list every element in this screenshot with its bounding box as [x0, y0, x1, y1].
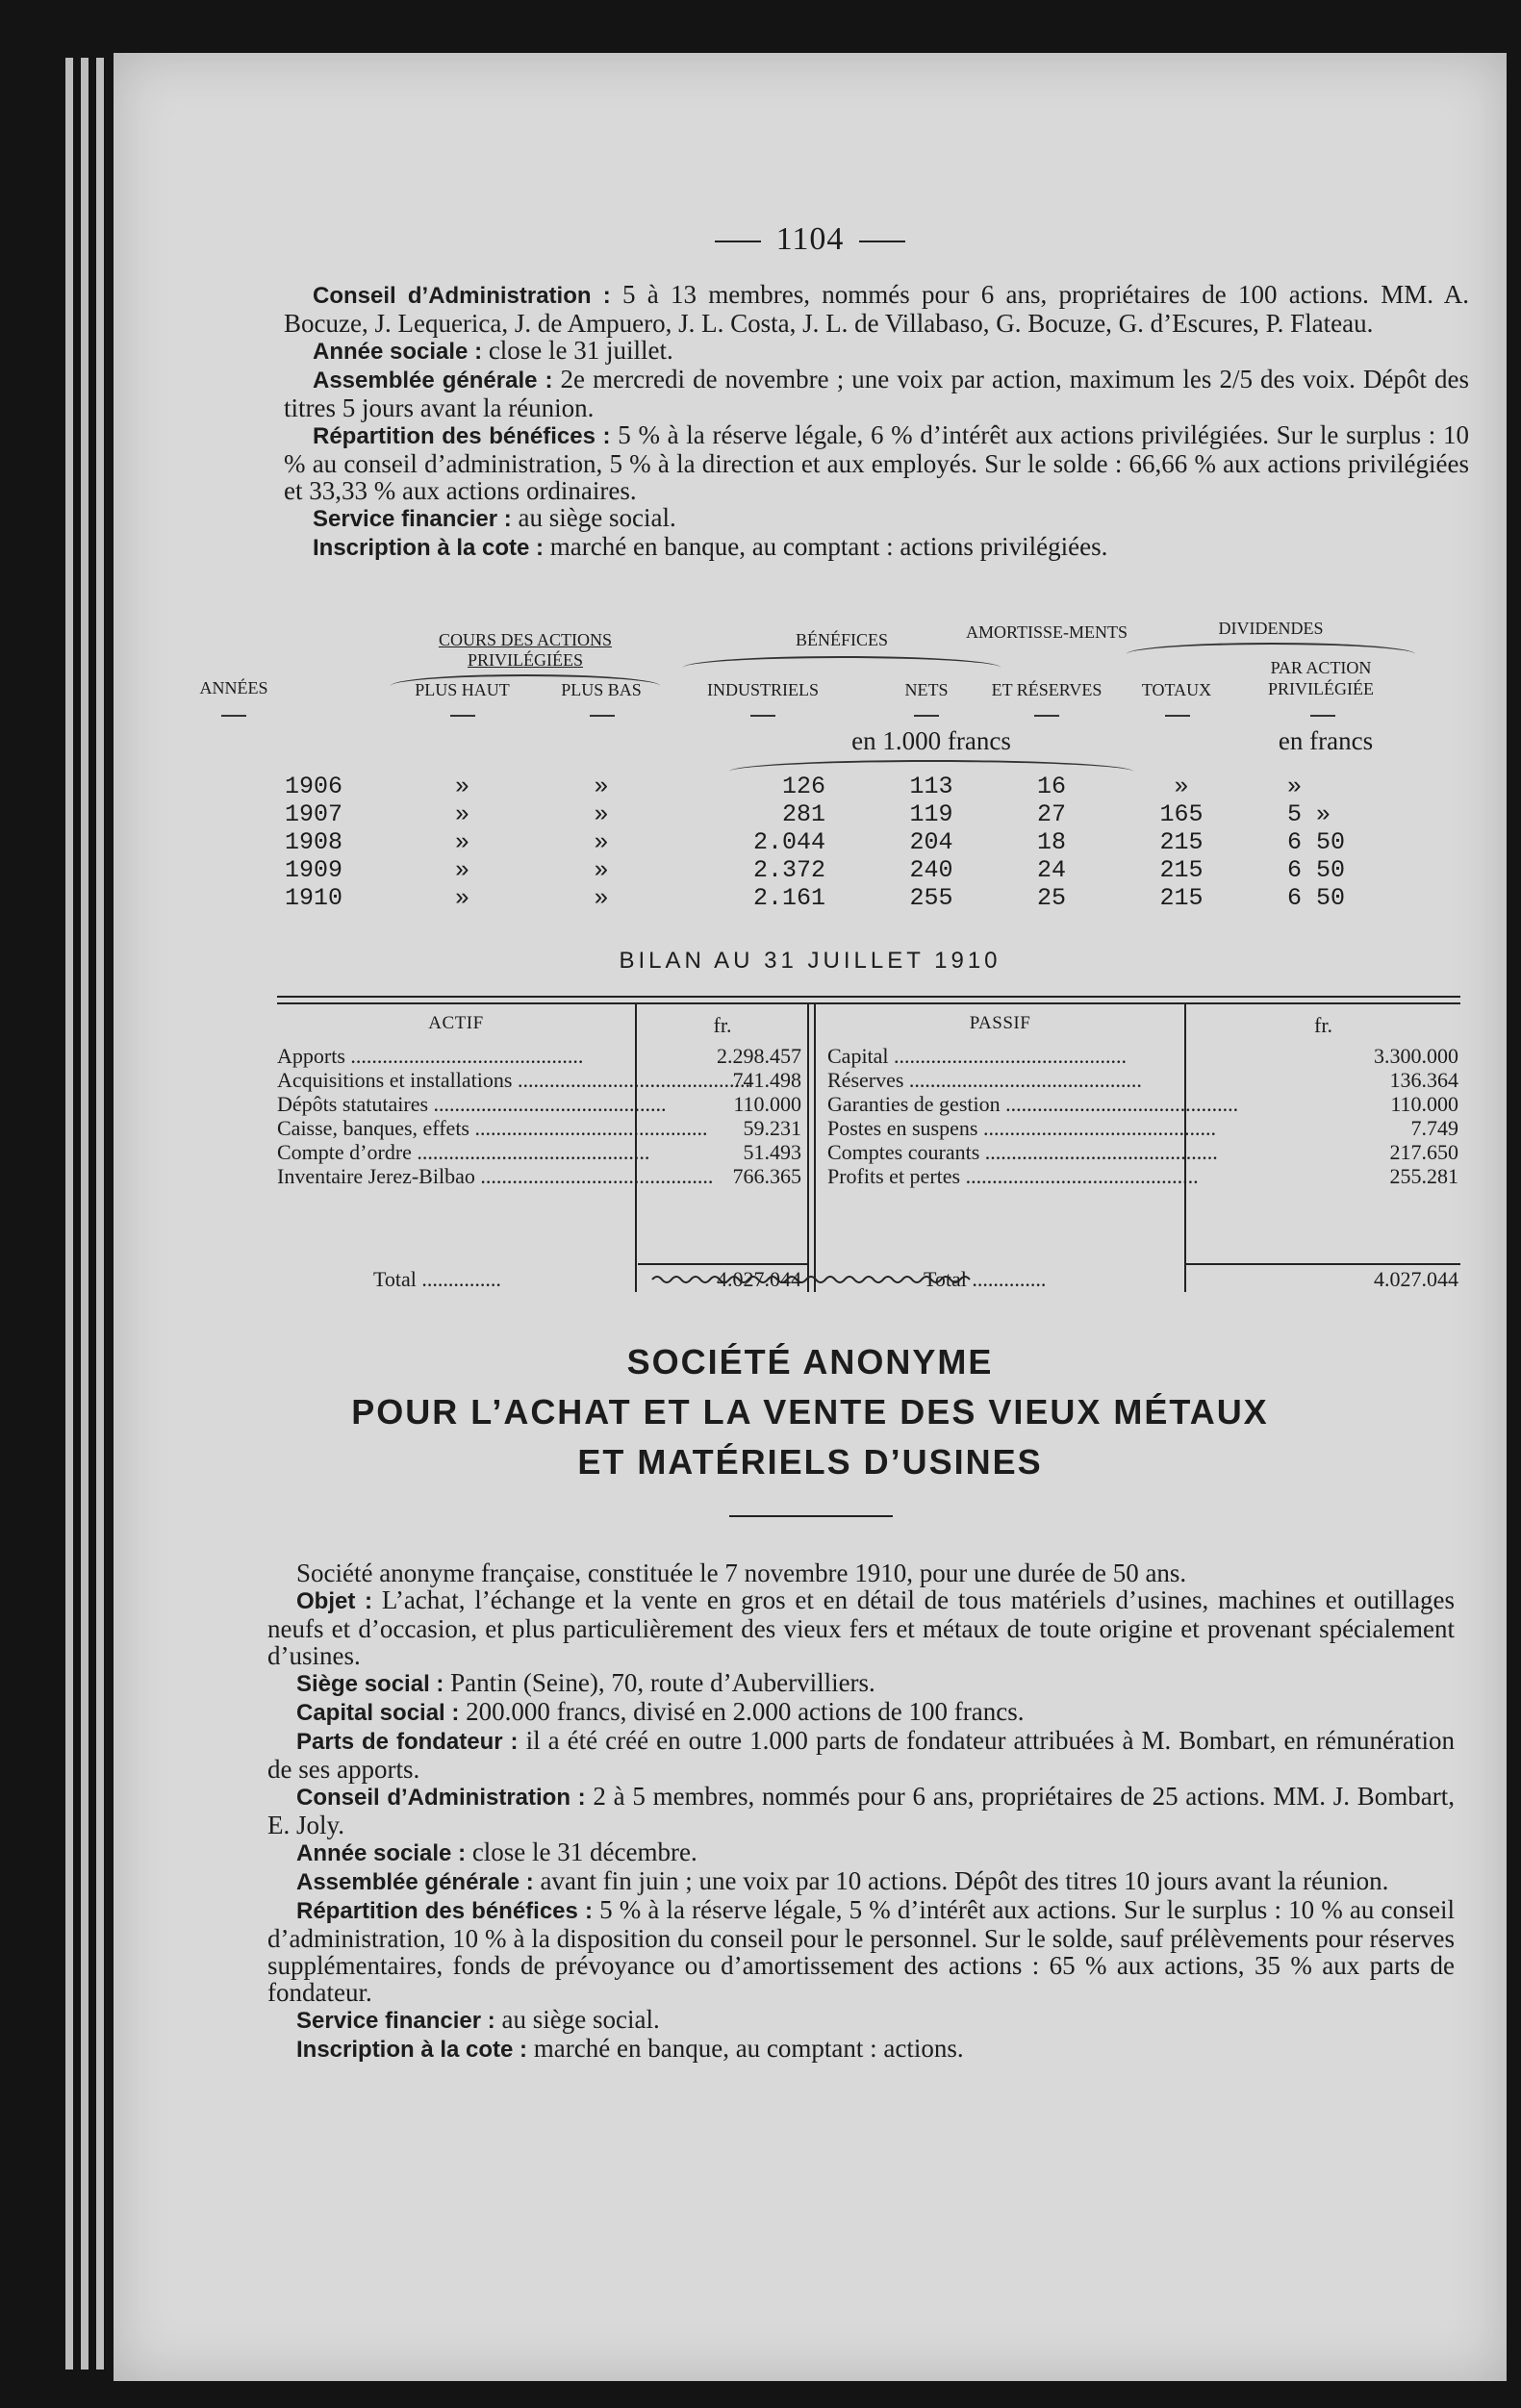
bilan-item-value: 741.498 — [732, 1068, 801, 1092]
stats-cell: 126 — [781, 773, 825, 800]
tick-totaux — [1165, 715, 1190, 717]
bilan-value — [1189, 1140, 1458, 1164]
bilan-item — [277, 1116, 708, 1140]
company1-text — [284, 281, 1469, 562]
bilan-value — [1189, 1116, 1458, 1140]
wavy-divider — [652, 1273, 970, 1286]
stats-cell: 165 — [1159, 800, 1204, 828]
bilan-item-label: Profits et pertes — [827, 1164, 961, 1188]
bilan-item — [277, 1044, 631, 1068]
stats-cell: » — [454, 856, 469, 884]
stats-cell: 18 — [1036, 828, 1066, 856]
unit-francs: en francs — [1278, 726, 1374, 755]
bilan-item-value: 51.493 — [743, 1140, 801, 1164]
actif-total-label: Total ............... — [373, 1267, 501, 1291]
company2-text — [267, 1559, 1455, 2064]
stats-cell: 27 — [1036, 800, 1066, 828]
bilan-item-label: Comptes courants — [827, 1140, 980, 1164]
leader-dots: ............................................ — [960, 1164, 1199, 1188]
c2-repartition: Répartition des bénéfices : 5 % à la réserve légale, 5 % d’intérêt aux actions. Sur le surplus : 10 % au conseil d’administration, 10 % à la disposition du conseil pour le personnel. Sur le solde, sauf prélèvements pour réserves supplémentaires, fonds de prévoyance ou d’amortissement des actions : 65 % aux actions, 35 % aux parts de fondateur. — [267, 1895, 1455, 2007]
stats-cell: 281 — [781, 800, 825, 828]
stats-cell: 2.372 — [752, 856, 825, 884]
passif-items — [827, 1044, 1239, 1188]
stats-cell: 204 — [909, 828, 953, 856]
stats-cell: 16 — [1036, 773, 1066, 800]
leader-dots: ............................................ — [344, 1044, 584, 1068]
bilan-item-label: Caisse, banques, effets — [277, 1116, 469, 1140]
bilan-item — [277, 1092, 667, 1116]
bilan-item-value: 136.364 — [1389, 1068, 1458, 1092]
tick-industriels — [750, 715, 775, 717]
actif-fr: fr. — [713, 1013, 732, 1037]
company2-title-1: SOCIÉTÉ ANONYME — [626, 1342, 994, 1381]
bilan-item — [827, 1068, 1179, 1092]
stats-cell: » — [454, 884, 469, 912]
bilan-item-label: Compte d’ordre — [277, 1140, 412, 1164]
stats-cell: 1909 — [285, 856, 343, 884]
company2-title-3: ET MATÉRIELS D’USINES — [577, 1442, 1043, 1482]
stats-cell: 255 — [909, 884, 953, 912]
stats-cell: 6 50 — [1287, 884, 1346, 912]
stats-cell: 1907 — [285, 800, 343, 828]
bilan-item-label: Garanties de gestion — [827, 1092, 1001, 1116]
c2-siege: Siège social : Pantin (Seine), 70, route d’Aubervilliers. — [296, 1668, 875, 1697]
leader-dots: ............................................ — [979, 1140, 1218, 1164]
leader-dots: ............................................ — [512, 1068, 750, 1092]
stats-cell: 119 — [909, 800, 953, 828]
actif-values — [638, 1044, 801, 1188]
leader-dots: ............................................ — [428, 1092, 667, 1116]
stats-cell: 1908 — [285, 828, 343, 856]
stats-cell: » — [594, 828, 609, 856]
leader-dots: ............................................ — [1000, 1092, 1239, 1116]
c1-inscription: Inscription à la cote : marché en banque, au comptant : actions privilégiées. — [313, 532, 1108, 561]
stats-cell: 215 — [1159, 856, 1204, 884]
bilan-item-label: Inventaire Jerez-Bilbao — [277, 1164, 475, 1188]
bilan-value — [1189, 1044, 1458, 1068]
tick-plus-bas — [590, 715, 615, 717]
company2-title-2: POUR L’ACHAT ET LA VENTE DES VIEUX MÉTAUX — [351, 1392, 1269, 1432]
col-plus-bas: PLUS BAS — [561, 680, 642, 699]
stats-cell: 2.161 — [752, 884, 825, 912]
stats-group-cours: COURS DES ACTIONS PRIVILÉGIÉES — [391, 630, 660, 686]
stats-cell: 1910 — [285, 884, 343, 912]
leader-dots: ............................................ — [977, 1116, 1216, 1140]
actif-header: ACTIF — [428, 1013, 484, 1033]
bilan-item-value: 217.650 — [1389, 1140, 1458, 1164]
stats-cell: » — [1287, 773, 1303, 800]
bilan-item-value: 59.231 — [743, 1116, 801, 1140]
bilan-item-label: Capital — [827, 1044, 889, 1068]
bilan-item-value: 2.298.457 — [717, 1044, 801, 1068]
bilan-item-value: 255.281 — [1389, 1164, 1458, 1188]
stats-cell: 215 — [1159, 828, 1204, 856]
bilan-item-label: Réserves — [827, 1068, 904, 1092]
folio-dash-right — [859, 241, 905, 242]
stats-group-dividendes: DIVIDENDES — [1127, 619, 1415, 654]
bilan-item-value: 110.000 — [733, 1092, 801, 1116]
col-nets: NETS — [904, 680, 949, 699]
bilan-item-value: 3.300.000 — [1374, 1044, 1458, 1068]
leader-dots: ............................................ — [411, 1140, 650, 1164]
col-industriels: INDUSTRIELS — [707, 680, 819, 699]
bilan-value — [638, 1116, 801, 1140]
brace-benefices — [683, 656, 1001, 668]
tick-reserves — [1034, 715, 1059, 717]
tick-nets — [914, 715, 939, 717]
bilan-item — [277, 1068, 750, 1092]
bilan-item — [827, 1164, 1199, 1188]
passif-total-value: 4.027.044 — [1374, 1267, 1458, 1291]
stats-cell: » — [454, 800, 469, 828]
unit-1000-francs: en 1.000 francs — [851, 726, 1011, 755]
stats-cell: » — [454, 773, 469, 800]
c1-repartition: Répartition des bénéfices : 5 % à la réserve légale, 6 % d’intérêt aux actions privilégiées. Sur le surplus : 10 % au conseil d’administration, 5 % à la direction et aux employés. Sur le solde : 66,66 % aux actions privilégiées et 33,33 % aux actions ordinaires. — [284, 420, 1469, 505]
bilan-value — [638, 1068, 801, 1092]
stats-cell: 240 — [909, 856, 953, 884]
stats-cell: » — [594, 800, 609, 828]
bilan-vline-2 — [807, 1003, 809, 1292]
bilan-title: BILAN AU 31 JUILLET 1910 — [619, 948, 1001, 974]
bilan-top-rule — [277, 996, 1460, 998]
bilan-vline-3 — [814, 1003, 816, 1292]
bilan-value — [638, 1164, 801, 1188]
bilan-item-value: 7.749 — [1410, 1116, 1458, 1140]
stats-group-benefices: BÉNÉFICES — [683, 630, 1001, 668]
bilan-item — [827, 1092, 1239, 1116]
page-edge-left-3 — [96, 58, 104, 2370]
stats-cell: 6 50 — [1287, 856, 1346, 884]
c1-annee-sociale: Année sociale : close le 31 juillet. — [313, 336, 673, 365]
c2-capital: Capital social : 200.000 francs, divisé en 2.000 actions de 100 francs. — [296, 1697, 1025, 1726]
passif-total-label: Total .............. — [924, 1267, 1047, 1291]
passif-values — [1189, 1044, 1458, 1188]
actif-total-rule — [638, 1263, 807, 1265]
c2-annee-sociale: Année sociale : close le 31 décembre. — [296, 1838, 697, 1866]
bilan-value — [1189, 1092, 1458, 1116]
bilan-value — [638, 1044, 801, 1068]
stats-cell: 2.044 — [752, 828, 825, 856]
stats-cell: 25 — [1036, 884, 1066, 912]
bilan-item — [277, 1164, 714, 1188]
passif-header: PASSIF — [969, 1013, 1031, 1033]
leader-dots: ............................................ — [474, 1164, 714, 1188]
c2-inscription: Inscription à la cote : marché en banque, au comptant : actions. — [296, 2034, 964, 2063]
c2-service: Service financier : au siège social. — [296, 2005, 660, 2034]
page-number-text: 1104 — [775, 221, 845, 257]
page-number — [114, 221, 1507, 258]
title-underline — [729, 1515, 893, 1517]
bilan-value — [1189, 1164, 1458, 1188]
bilan-item — [827, 1116, 1216, 1140]
bilan-value — [638, 1140, 801, 1164]
bilan-item-label: Postes en suspens — [827, 1116, 978, 1140]
folio-dash-left — [715, 241, 761, 242]
col-par-action: PAR ACTION PRIVILÉGIÉE — [1268, 658, 1374, 698]
bilan-value — [638, 1092, 801, 1116]
stats-cell: » — [594, 884, 609, 912]
bilan-item — [277, 1140, 650, 1164]
c2-objet: Objet : L’achat, l’échange et la vente en gros et en détail de tous matériels d’usines, machines et outillages neufs et d’occasion, et plus particulièrement des vieux fers et métaux de toute origine et provenant spécialement d’usines. — [267, 1585, 1455, 1670]
brace-dividendes — [1127, 643, 1415, 654]
stats-cell: 113 — [909, 773, 953, 800]
stats-cell: 215 — [1159, 884, 1204, 912]
page-edge-left — [65, 58, 73, 2370]
c2-assemblee: Assemblée générale : avant fin juin ; une voix par 10 actions. Dépôt des titres 10 jours avant la réunion. — [296, 1866, 1389, 1895]
bilan-item-value: 766.365 — [732, 1164, 801, 1188]
stats-cell: » — [594, 773, 609, 800]
stats-cell: » — [594, 856, 609, 884]
bilan-item-value: 110.000 — [1390, 1092, 1458, 1116]
c1-assemblee: Assemblée générale : 2e mercredi de novembre ; une voix par action, maximum les 2/5 des voix. Dépôt des titres 5 jours avant la réunion. — [284, 365, 1469, 422]
page-edge-left-2 — [81, 58, 89, 2370]
bilan-top-rule-2 — [277, 1002, 1460, 1004]
col-totaux: TOTAUX — [1141, 680, 1212, 699]
col-reserves: ET RÉSERVES — [991, 680, 1103, 699]
c1-conseil: Conseil d’Administration : 5 à 13 membres, nommés pour 6 ans, propriétaires de 100 actions. MM. A. Bocuze, J. Lequerica, J. de Ampuero, J. L. Costa, J. L. de Villabaso, G. Bocuze, G. d’Escures, P. Flateau. — [284, 280, 1469, 338]
stats-cell: » — [1174, 773, 1189, 800]
col-annees: ANNÉES — [199, 678, 268, 697]
tick-plus-haut — [450, 715, 475, 717]
c2-parts: Parts de fondateur : il a été créé en outre 1.000 parts de fondateur attribuées à M. Bombart, en rémunération de ses apports. — [267, 1726, 1455, 1784]
stats-group-amort: AMORTISSE-MENTS — [966, 622, 1128, 642]
c2-conseil: Conseil d’Administration : 2 à 5 membres, nommés pour 6 ans, propriétaires de 25 actions. MM. J. Bombart, E. Joly. — [267, 1782, 1455, 1839]
leader-dots: ............................................ — [469, 1116, 708, 1140]
c1-service: Service financier : au siège social. — [313, 503, 676, 532]
passif-total-rule — [1186, 1263, 1460, 1265]
bilan-item-label: Dépôts statutaires — [277, 1092, 429, 1116]
stats-cell: 1906 — [285, 773, 343, 800]
document-page — [114, 53, 1507, 2381]
actif-total-value: 4.027.044 — [717, 1267, 801, 1291]
passif-fr: fr. — [1314, 1013, 1332, 1037]
col-plus-haut: PLUS HAUT — [415, 680, 510, 699]
tick-annees — [221, 715, 246, 717]
stats-cell: 24 — [1036, 856, 1066, 884]
stats-cell: » — [454, 828, 469, 856]
bilan-value — [1189, 1068, 1458, 1092]
bilan-item-label: Acquisitions et installations — [277, 1068, 513, 1092]
leader-dots: ............................................ — [903, 1068, 1142, 1092]
c2-intro: Société anonyme française, constituée le 7 novembre 1910, pour une durée de 50 ans. — [296, 1559, 1187, 1587]
bilan-item — [827, 1140, 1218, 1164]
brace-unit — [729, 760, 1133, 772]
leader-dots: ............................................ — [888, 1044, 1128, 1068]
actif-items — [277, 1044, 750, 1188]
tick-par-action — [1310, 715, 1335, 717]
stats-cell: 5 » — [1287, 800, 1331, 828]
bilan-item-label: Apports — [277, 1044, 345, 1068]
bilan-item — [827, 1044, 1179, 1068]
stats-cell: 6 50 — [1287, 828, 1346, 856]
